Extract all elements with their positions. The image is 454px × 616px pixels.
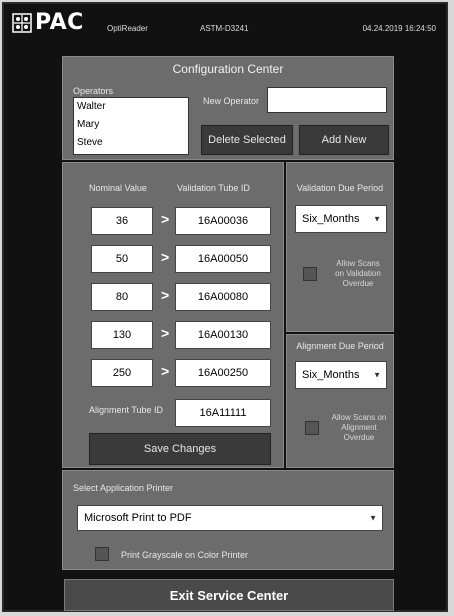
operator-item[interactable]: Steve [77, 137, 103, 148]
nominal-value-field[interactable]: 130 [91, 321, 153, 349]
print-grayscale-checkbox[interactable] [95, 547, 109, 561]
nominal-value-field[interactable]: 80 [91, 283, 153, 311]
validation-tube-id-field[interactable]: 16A00250 [175, 359, 271, 387]
alignment-tube-id-label: Alignment Tube ID [89, 405, 164, 415]
validation-due-label: Validation Due Period [296, 183, 384, 193]
nominal-value-header: Nominal Value [89, 183, 147, 193]
exit-service-center-button[interactable]: Exit Service Center [64, 579, 394, 611]
arrow-right-icon: > [161, 325, 170, 341]
alignment-due-panel [286, 334, 394, 468]
header-bar [4, 4, 446, 40]
nominal-value-field[interactable]: 250 [91, 359, 153, 387]
alignment-due-value: Six_Months [302, 369, 360, 381]
allow-validation-overdue-label: Allow Scans on Validation Overdue [335, 259, 381, 288]
configuration-center-panel [62, 56, 394, 160]
validation-tube-id-field[interactable]: 16A00130 [175, 321, 271, 349]
panel-title: Configuration Center [172, 62, 284, 76]
chevron-down-icon: ▼ [369, 513, 377, 523]
delete-selected-button[interactable]: Delete Selected [201, 125, 293, 155]
chevron-down-icon: ▼ [373, 370, 381, 380]
printer-select[interactable] [77, 505, 383, 531]
alignment-tube-id-field[interactable]: 16A11111 [175, 399, 271, 427]
arrow-right-icon: > [161, 211, 170, 227]
print-grayscale-label: Print Grayscale on Color Printer [121, 550, 249, 560]
alignment-due-select[interactable] [295, 361, 387, 389]
operators-label: Operators [73, 86, 114, 96]
save-changes-button[interactable]: Save Changes [89, 433, 271, 465]
validation-due-select[interactable] [295, 205, 387, 233]
arrow-right-icon: > [161, 363, 170, 379]
logo [12, 10, 84, 35]
chevron-down-icon: ▼ [373, 214, 381, 224]
app-window [2, 2, 448, 612]
logo-text: PAC [35, 10, 84, 35]
validation-due-panel [286, 162, 394, 332]
pac-logo-icon [12, 13, 32, 33]
new-operator-input[interactable] [267, 87, 387, 113]
validation-tubes-panel [62, 162, 284, 468]
arrow-right-icon: > [161, 249, 170, 265]
validation-tube-id-field[interactable]: 16A00036 [175, 207, 271, 235]
nominal-value-field[interactable]: 50 [91, 245, 153, 273]
validation-tube-id-field[interactable]: 16A00050 [175, 245, 271, 273]
printer-label: Select Application Printer [73, 483, 174, 493]
alignment-due-label: Alignment Due Period [296, 341, 384, 351]
operator-item[interactable]: Mary [77, 119, 100, 130]
validation-tube-id-header: Validation Tube ID [177, 183, 250, 193]
operator-item[interactable]: Walter [77, 101, 106, 112]
allow-alignment-overdue-label: Allow Scans on Alignment Overdue [331, 413, 387, 442]
allow-validation-overdue-checkbox[interactable] [303, 267, 317, 281]
nominal-value-field[interactable]: 36 [91, 207, 153, 235]
arrow-right-icon: > [161, 287, 170, 303]
printer-panel [62, 470, 394, 570]
printer-value: Microsoft Print to PDF [84, 512, 192, 524]
add-new-button[interactable]: Add New [299, 125, 389, 155]
standard-label: ASTM-D3241 [200, 24, 249, 33]
allow-alignment-overdue-checkbox[interactable] [305, 421, 319, 435]
datetime: 04.24.2019 16:24:50 [362, 24, 436, 33]
validation-tube-id-field[interactable]: 16A00080 [175, 283, 271, 311]
operators-list[interactable] [73, 97, 189, 155]
new-operator-label: New Operator [203, 96, 260, 106]
app-name: OptiReader [107, 24, 148, 33]
validation-due-value: Six_Months [302, 213, 360, 225]
